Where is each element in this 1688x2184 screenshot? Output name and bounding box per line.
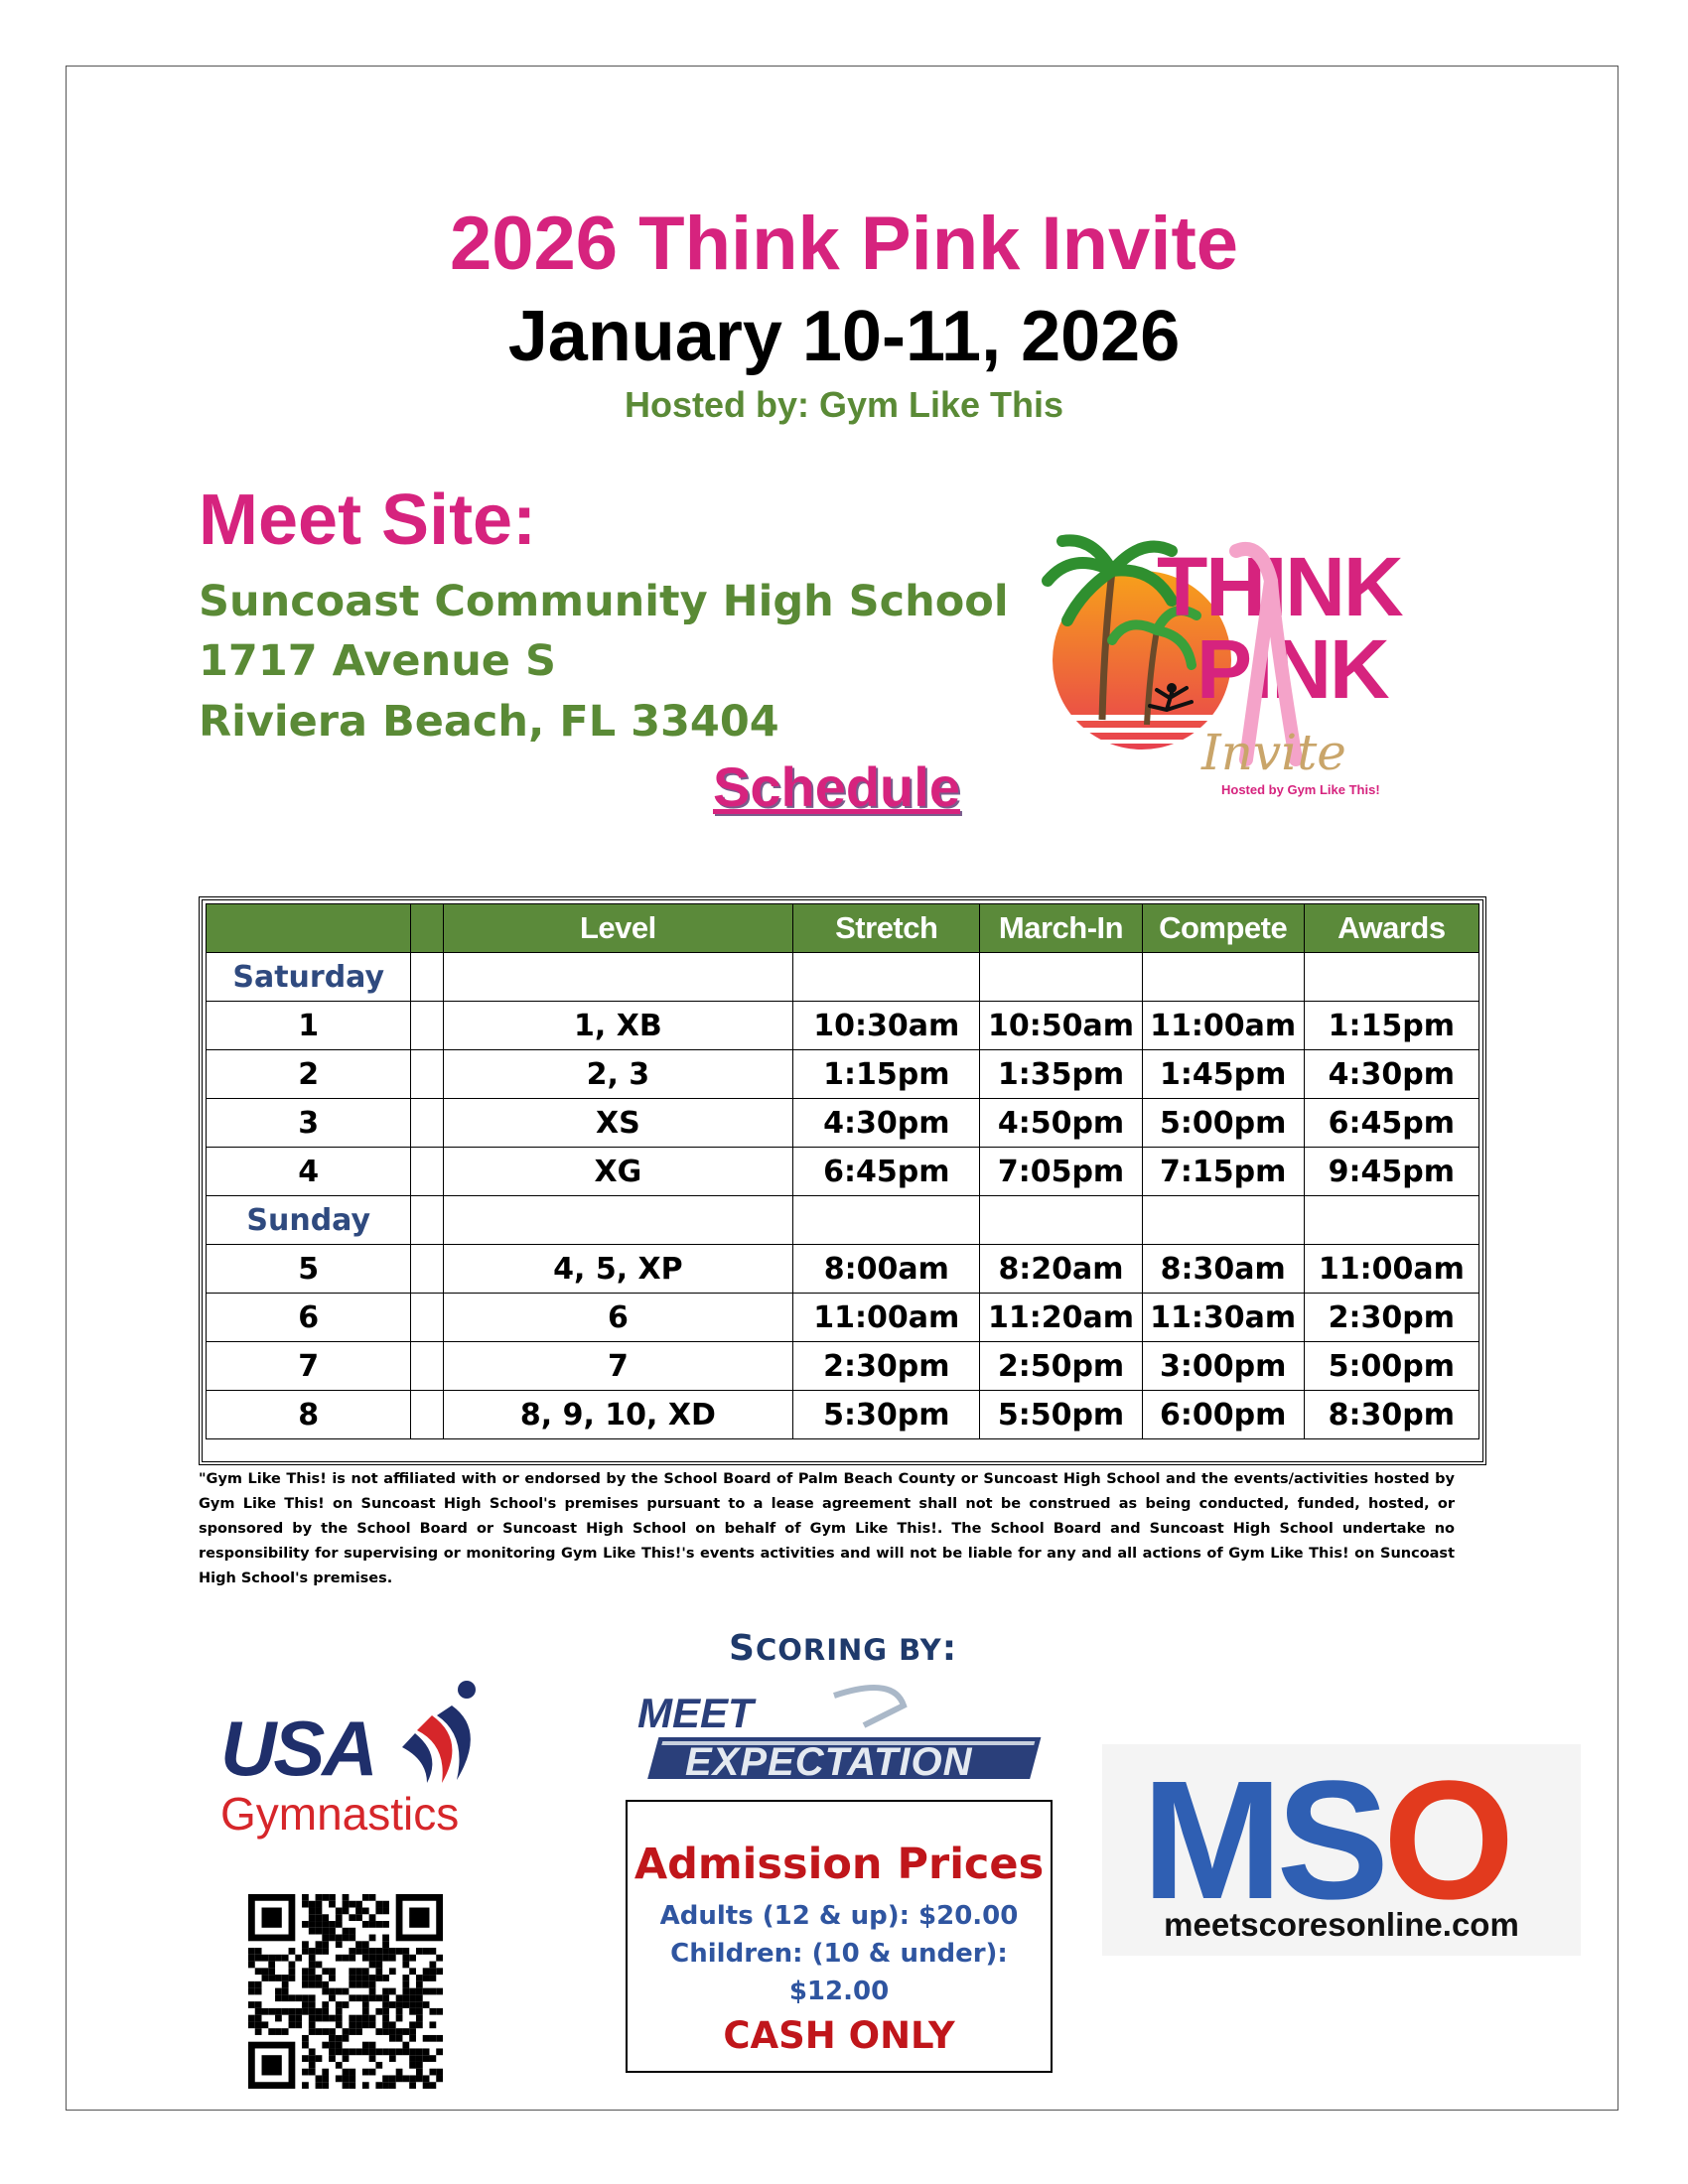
level-cell: 4, 5, XP <box>443 1245 792 1294</box>
meet-site-heading: Meet Site: <box>199 480 537 560</box>
awards-cell: 4:30pm <box>1304 1050 1478 1099</box>
stretch-cell: 1:15pm <box>793 1050 980 1099</box>
column-header <box>207 904 411 953</box>
mso-letters: MSO <box>1142 1746 1509 1935</box>
compete-cell: 1:45pm <box>1142 1050 1304 1099</box>
day-row <box>207 1196 1479 1245</box>
stretch-cell: 6:45pm <box>793 1148 980 1196</box>
spacer-cell <box>411 1294 443 1342</box>
stretch-cell: 10:30am <box>793 1002 980 1050</box>
admission-cash-only: CASH ONLY <box>723 2014 955 2058</box>
awards-cell: 9:45pm <box>1304 1148 1478 1196</box>
admission-children: Children: (10 & under): $12.00 <box>670 1938 1008 2006</box>
stretch-cell <box>793 953 980 1002</box>
level-cell: 1, XB <box>443 1002 792 1050</box>
compete-cell: 3:00pm <box>1142 1342 1304 1391</box>
compete-cell: 8:30am <box>1142 1245 1304 1294</box>
admission-title: Admission Prices <box>633 1840 1045 1889</box>
column-header: Stretch <box>793 904 980 953</box>
spacer-cell <box>411 1148 443 1196</box>
schedule-body <box>207 953 1479 1439</box>
compete-cell <box>1142 953 1304 1002</box>
march-in-cell: 1:35pm <box>980 1050 1142 1099</box>
stretch-cell: 2:30pm <box>793 1342 980 1391</box>
logo-think-text: THINK <box>1157 540 1402 633</box>
venue-street: 1717 Avenue S <box>199 636 556 686</box>
compete-cell: 7:15pm <box>1142 1148 1304 1196</box>
compete-cell: 11:30am <box>1142 1294 1304 1342</box>
session-number: 7 <box>207 1342 411 1391</box>
scoring-by-label: SCORING BY: <box>729 1628 958 1669</box>
disclaimer-text: "Gym Like This! is not affiliated with or endorsed by the School Board of Palm Beach County or Suncoast High School and the events/activities hosted by Gym Like This! on Suncoast High School's premises pursuant to a lease agreement shall not be construed as being conducted, funded, hosted, or sponsored by the School Board or Suncoast High School on behalf of Gym Like This!. The School Board and Suncoast High School undertake no responsibility for supervising or monitoring Gym Like This!'s events activities and will not be liable for any and all actions of Gym Like This! on Suncoast High School's premises. <box>199 1471 1455 1586</box>
table-row <box>207 1002 1479 1050</box>
session-number: 5 <box>207 1245 411 1294</box>
awards-cell <box>1304 953 1478 1002</box>
level-cell: 7 <box>443 1342 792 1391</box>
spacer-cell <box>411 1050 443 1099</box>
qr-code-image[interactable] <box>248 1894 443 2089</box>
stretch-cell: 4:30pm <box>793 1099 980 1148</box>
table-row <box>207 1294 1479 1342</box>
meet-word: MEET <box>637 1690 754 1736</box>
venue-city: Riviera Beach, FL 33404 <box>199 697 779 747</box>
admission-box <box>626 1800 1053 2073</box>
column-header: March-In <box>980 904 1142 953</box>
venue-name: Suncoast Community High School <box>199 577 1009 626</box>
awards-cell: 1:15pm <box>1304 1002 1478 1050</box>
table-row <box>207 1099 1479 1148</box>
march-in-cell: 5:50pm <box>980 1391 1142 1439</box>
session-number: 4 <box>207 1148 411 1196</box>
awards-cell: 11:00am <box>1304 1245 1478 1294</box>
admission-adults: Adults (12 & up): $20.00 <box>659 1901 1019 1932</box>
table-row <box>207 1342 1479 1391</box>
table-row <box>207 1391 1479 1439</box>
march-in-cell: 2:50pm <box>980 1342 1142 1391</box>
stretch-cell: 11:00am <box>793 1294 980 1342</box>
awards-cell: 8:30pm <box>1304 1391 1478 1439</box>
march-in-cell: 8:20am <box>980 1245 1142 1294</box>
level-cell: 2, 3 <box>443 1050 792 1099</box>
march-in-cell: 7:05pm <box>980 1148 1142 1196</box>
compete-cell: 11:00am <box>1142 1002 1304 1050</box>
column-header: Awards <box>1304 904 1478 953</box>
expectation-word: EXPECTATION <box>685 1740 973 1784</box>
level-cell: 6 <box>443 1294 792 1342</box>
table-header-row <box>207 904 1479 953</box>
column-header: Compete <box>1142 904 1304 953</box>
mso-logo <box>1102 1744 1581 1956</box>
usa-word: USA <box>220 1705 375 1792</box>
usa-gymnastics-word: Gymnastics <box>220 1788 460 1840</box>
meet-expectation-logo <box>635 1676 1062 1785</box>
awards-cell <box>1304 1196 1478 1245</box>
compete-cell <box>1142 1196 1304 1245</box>
think-pink-logo-art <box>1033 521 1430 819</box>
level-cell: XS <box>443 1099 792 1148</box>
schedule-heading: Schedule <box>713 755 960 818</box>
level-cell: 8, 9, 10, XD <box>443 1391 792 1439</box>
usa-gymnastics-logo <box>220 1676 518 1844</box>
stretch-cell: 8:00am <box>793 1245 980 1294</box>
level-cell: XG <box>443 1148 792 1196</box>
column-header: Level <box>443 904 792 953</box>
awards-cell: 2:30pm <box>1304 1294 1478 1342</box>
stretch-cell: 5:30pm <box>793 1391 980 1439</box>
logo-invite-text: Invite <box>1201 724 1346 781</box>
march-in-cell <box>980 953 1142 1002</box>
session-number: 8 <box>207 1391 411 1439</box>
spacer-cell <box>411 1196 443 1245</box>
schedule-table-frame <box>199 896 1486 1465</box>
level-cell <box>443 953 792 1002</box>
column-header <box>411 904 443 953</box>
gymnast-swoosh-icon <box>834 1688 904 1725</box>
spacer-cell <box>411 1245 443 1294</box>
think-pink-logo <box>1033 521 1430 819</box>
awards-cell: 5:00pm <box>1304 1342 1478 1391</box>
day-row <box>207 953 1479 1002</box>
qr-code[interactable] <box>248 1894 443 2089</box>
table-row <box>207 1245 1479 1294</box>
logo-pink-text: PINK <box>1196 622 1388 716</box>
session-number: 2 <box>207 1050 411 1099</box>
logo-hosted-text: Hosted by Gym Like This! <box>1221 782 1380 797</box>
table-row <box>207 1050 1479 1099</box>
spacer-cell <box>411 1391 443 1439</box>
day-label: Sunday <box>207 1196 411 1245</box>
march-in-cell: 10:50am <box>980 1002 1142 1050</box>
mso-url: meetscoresonline.com <box>1164 1906 1519 1943</box>
compete-cell: 6:00pm <box>1142 1391 1304 1439</box>
awards-cell: 6:45pm <box>1304 1099 1478 1148</box>
spacer-cell <box>411 1099 443 1148</box>
event-title: 2026 Think Pink Invite <box>449 202 1239 286</box>
event-dates: January 10-11, 2026 <box>507 297 1181 376</box>
spacer-cell <box>411 1002 443 1050</box>
hosted-by: Hosted by: Gym Like This <box>624 384 1064 425</box>
meet-expectation-logo-art <box>635 1676 1062 1785</box>
level-cell <box>443 1196 792 1245</box>
day-label: Saturday <box>207 953 411 1002</box>
spacer-cell <box>411 1342 443 1391</box>
usa-flame-icon <box>397 1676 492 1787</box>
table-row <box>207 1148 1479 1196</box>
march-in-cell: 4:50pm <box>980 1099 1142 1148</box>
schedule-table <box>206 903 1479 1439</box>
march-in-cell: 11:20am <box>980 1294 1142 1342</box>
session-number: 1 <box>207 1002 411 1050</box>
compete-cell: 5:00pm <box>1142 1099 1304 1148</box>
session-number: 6 <box>207 1294 411 1342</box>
spacer-cell <box>411 953 443 1002</box>
march-in-cell <box>980 1196 1142 1245</box>
stretch-cell <box>793 1196 980 1245</box>
session-number: 3 <box>207 1099 411 1148</box>
